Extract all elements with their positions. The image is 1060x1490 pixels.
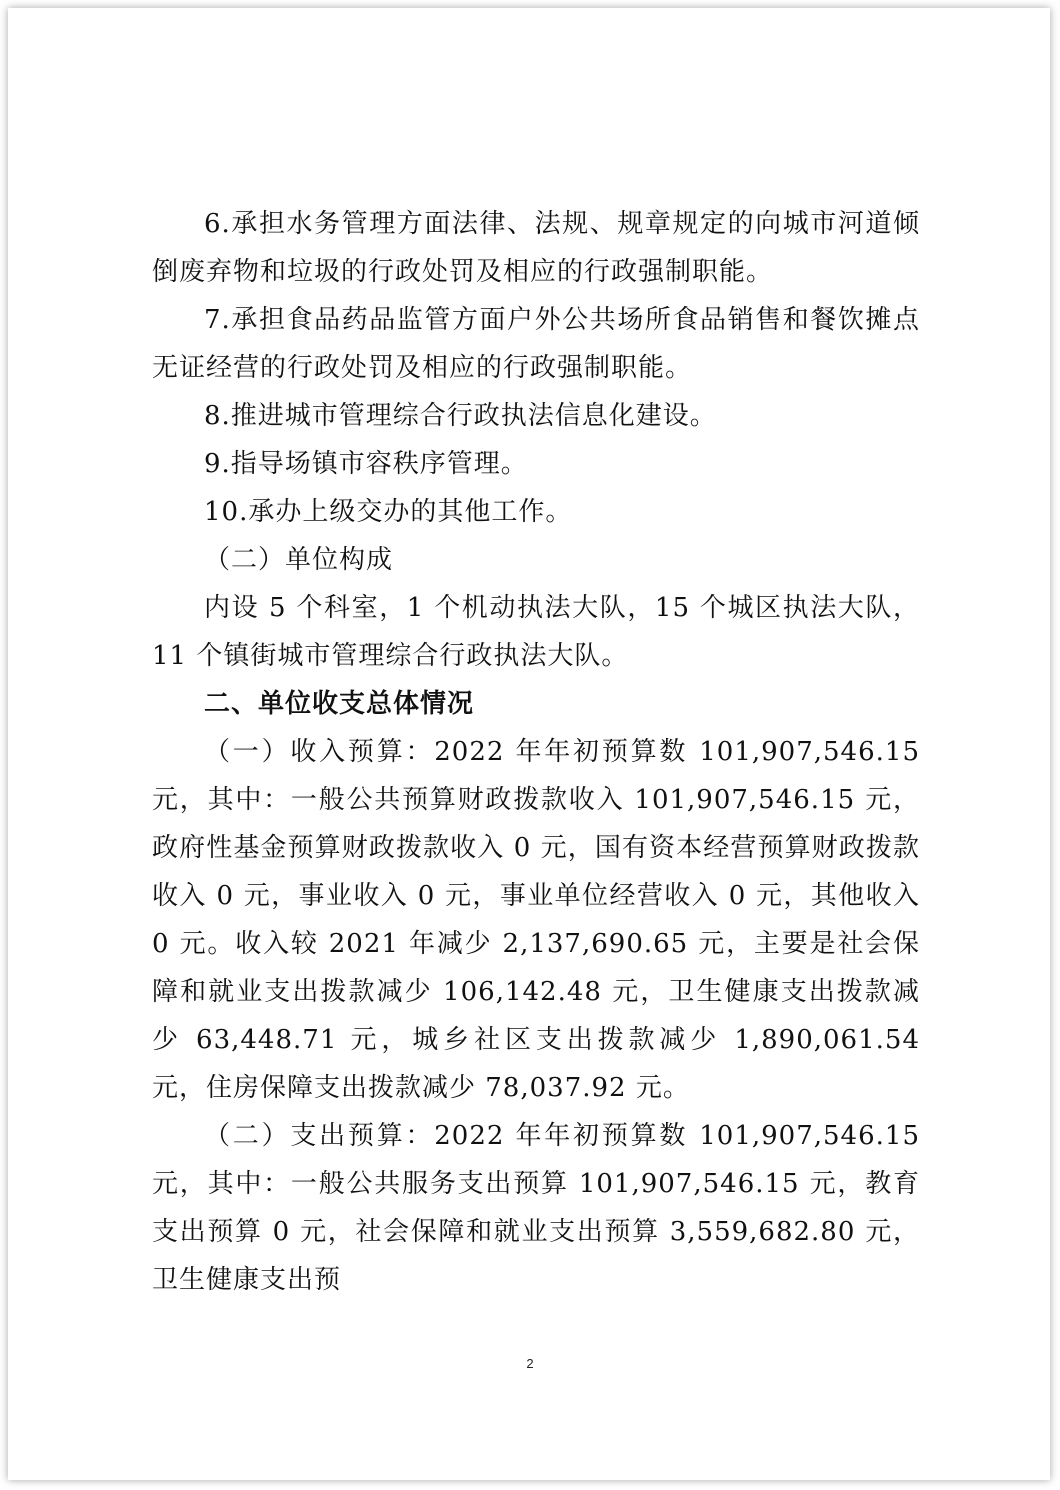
paragraph-item-10: 10.承办上级交办的其他工作。 [204,497,573,527]
paragraph-item-7: 7.承担食品药品监管方面户外公共场所食品销售和餐饮摊点无证经营的行政处罚及相应的行政强制职能。 [152,305,920,383]
section-heading-budget-overview: 二、单位收支总体情况 [204,689,475,719]
paragraph-unit-structure: 内设 5 个科室，1 个机动执法大队，15 个城区执法大队，11 个镇街城市管理综合行政执法大队。 [152,593,920,671]
paragraph-item-6: 6.承担水务管理方面法律、法规、规章规定的向城市河道倾倒废弃物和垃圾的行政处罚及相应的行政强制职能。 [152,209,920,287]
paragraph-item-8: 8.推进城市管理综合行政执法信息化建设。 [204,401,717,431]
page-number: 2 [526,1356,534,1371]
subheading-unit-structure: （二）单位构成 [204,545,394,575]
document-body [152,200,920,1304]
paragraph-expenditure-budget: （二）支出预算：2022 年年初预算数 101,907,546.15 元，其中：一般公共服务支出预算 101,907,546.15 元，教育支出预算 0 元，社会保障和就业支出预算 3,559,682.80 元，卫生健康支出预 [152,1121,920,1295]
paragraph-item-9: 9.指导场镇市容秩序管理。 [204,449,528,479]
paragraph-income-budget: （一）收入预算：2022 年年初预算数 101,907,546.15 元，其中：一般公共预算财政拨款收入 101,907,546.15 元，政府性基金预算财政拨款收入 0 元，国有资本经营预算财政拨款收入 0 元，事业收入 0 元，事业单位经营收入 0 元，其他收入 0 元。收入较 2021 年减少 2,137,690.65 元，主要是社会保障和就业支出拨款减少 106,142.48 元，卫生健康支出拨款减少 63,448.71 元，城乡社区支出拨款减少 1,890,061.54 元，住房保障支出拨款减少 78,037.92 元。 [152,737,920,1103]
